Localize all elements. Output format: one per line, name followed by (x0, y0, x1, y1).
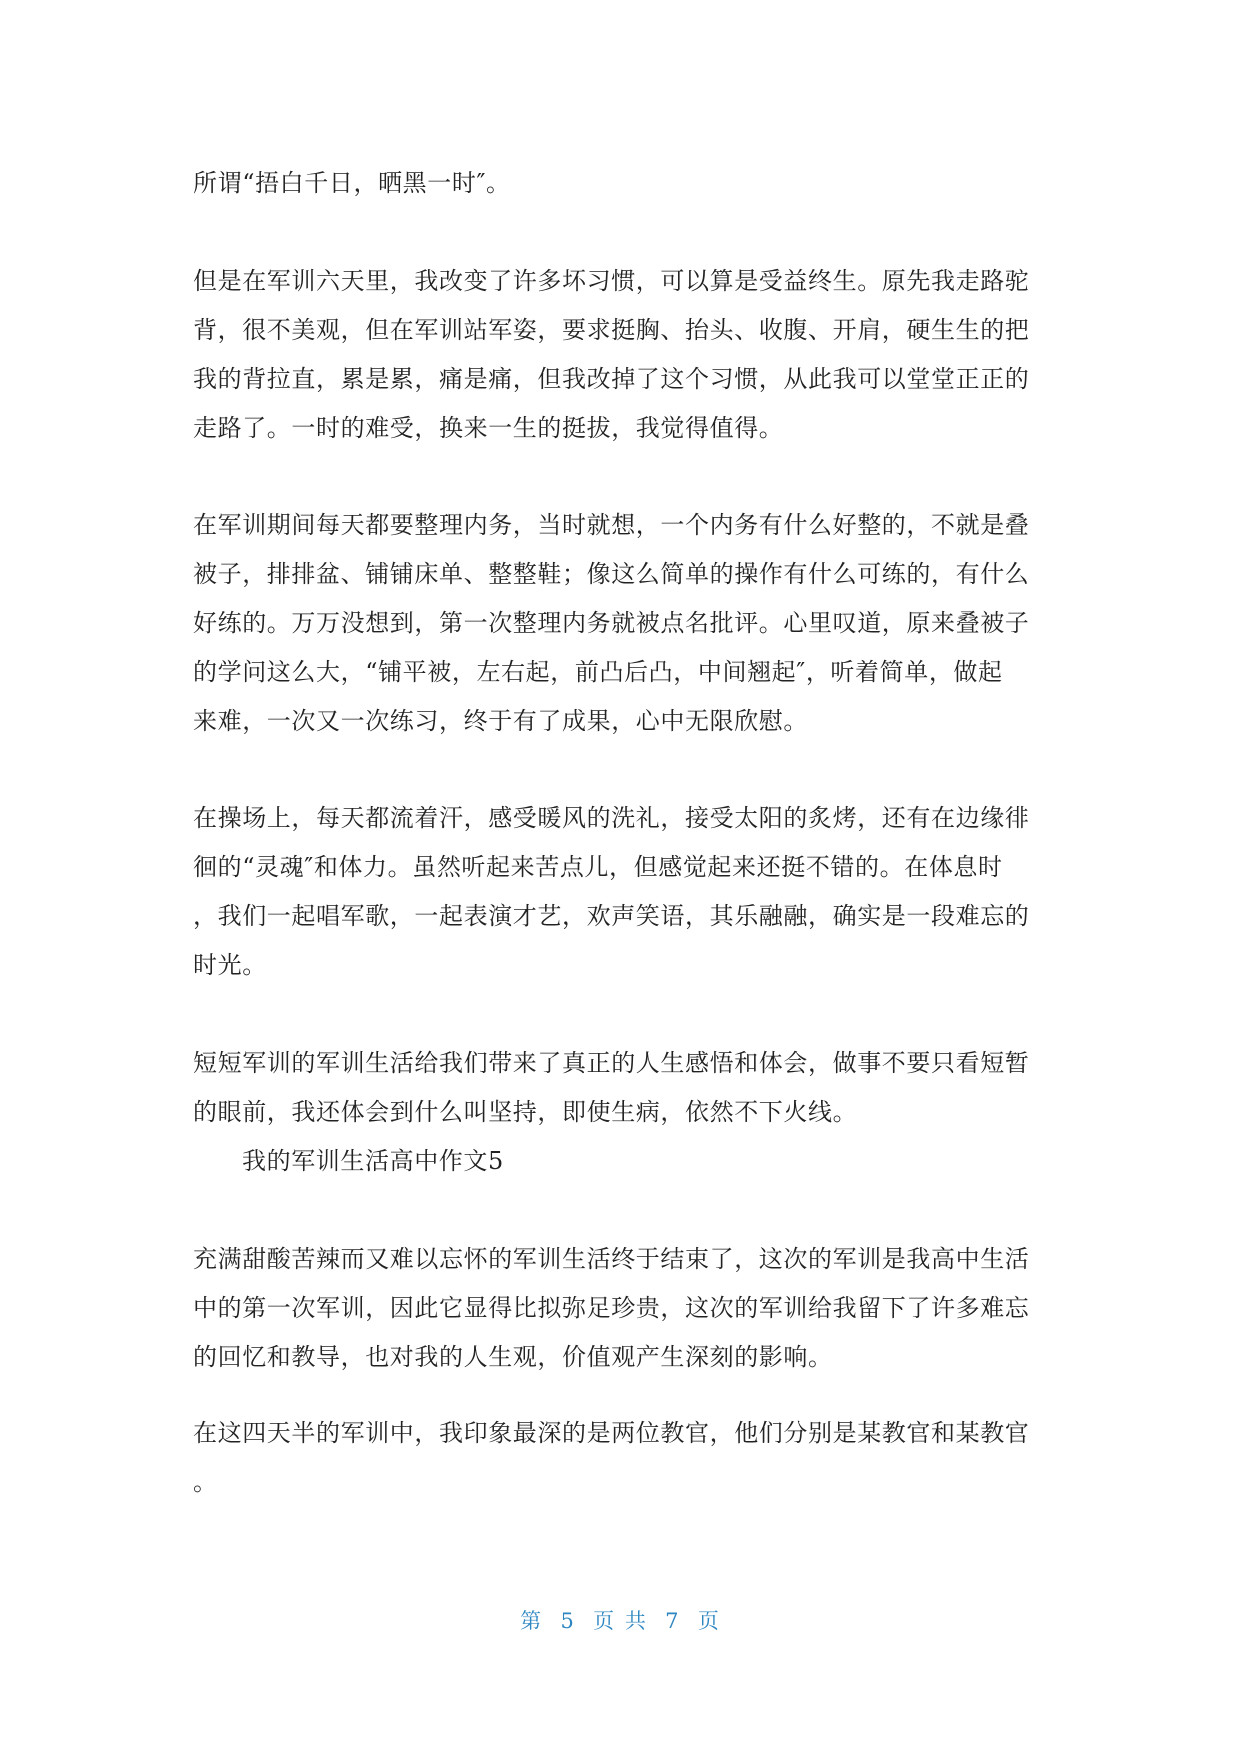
paragraph-line: 中的第一次军训，因此它显得比拟弥足珍贵，这次的军训给我留下了许多难忘 (193, 1294, 1030, 1322)
paragraph-line: 好练的。万万没想到，第一次整理内务就被点名批评。心里叹道，原来叠被子 (193, 609, 1030, 637)
paragraph-line: 但是在军训六天里，我改变了许多坏习惯，可以算是受益终生。原先我走路驼 (193, 267, 1030, 295)
paragraph-line: 背，很不美观，但在军训站军姿，要求挺胸、抬头、收腹、开肩，硬生生的把 (193, 316, 1030, 344)
paragraph-5 (193, 1039, 1055, 1137)
paragraph-2 (193, 257, 1055, 453)
paragraph-line: 的学问这么大，“铺平被，左右起，前凸后凸，中间翘起″，听着简单，做起 (193, 658, 1003, 686)
paragraph-line: 来难，一次又一次练习，终于有了成果，心中无限欣慰。 (193, 707, 808, 735)
paragraph-line: 徊的“灵魂″和体力。虽然听起来苦点儿，但感觉起来还挺不错的。在体息时 (193, 853, 1003, 881)
section-heading: 我的军训生活高中作文5 (242, 1147, 504, 1175)
paragraph-3 (193, 501, 1055, 746)
paragraph-line: 走路了。一时的难受，换来一生的挺拔，我觉得值得。 (193, 414, 784, 442)
paragraph-1 (193, 159, 1055, 208)
paragraph-line: 短短军训的军训生活给我们带来了真正的人生感悟和体会，做事不要只看短暂 (193, 1049, 1030, 1077)
paragraph-line: 充满甜酸苦辣而又难以忘怀的军训生活终于结束了，这次的军训是我高中生活 (193, 1245, 1030, 1273)
paragraph-line: 在操场上，每天都流着汗，感受暖风的洗礼，接受太阳的炙烤，还有在边缘徘 (193, 804, 1030, 832)
paragraph-line: 在这四天半的军训中，我印象最深的是两位教官，他们分别是某教官和某教官 (193, 1419, 1030, 1447)
paragraph-6 (193, 1235, 1055, 1382)
paragraph-line: 时光。 (193, 951, 267, 979)
paragraph-line: 被子，排排盆、铺铺床单、整整鞋；像这么简单的操作有什么可练的，有什么 (193, 560, 1030, 588)
paragraph-line: ，我们一起唱军歌，一起表演才艺，欢声笑语，其乐融融，确实是一段难忘的 (193, 902, 1030, 930)
paragraph-7 (193, 1409, 1055, 1507)
paragraph-line: 。 (193, 1468, 218, 1496)
paragraph-line: 的眼前，我还体会到什么叫坚持，即使生病，依然不下火线。 (193, 1098, 858, 1126)
page-number-footer: 第 5 页 共 7 页 (520, 1609, 721, 1633)
paragraph-4 (193, 794, 1055, 990)
paragraph-line: 在军训期间每天都要整理内务，当时就想，一个内务有什么好整的，不就是叠 (193, 511, 1030, 539)
paragraph-line: 的回忆和教导，也对我的人生观，价值观产生深刻的影响。 (193, 1343, 833, 1371)
paragraph-line: 所谓“捂白千日，晒黑一时″。 (193, 169, 511, 197)
paragraph-line: 我的背拉直，累是累，痛是痛，但我改掉了这个习惯，从此我可以堂堂正正的 (193, 365, 1030, 393)
